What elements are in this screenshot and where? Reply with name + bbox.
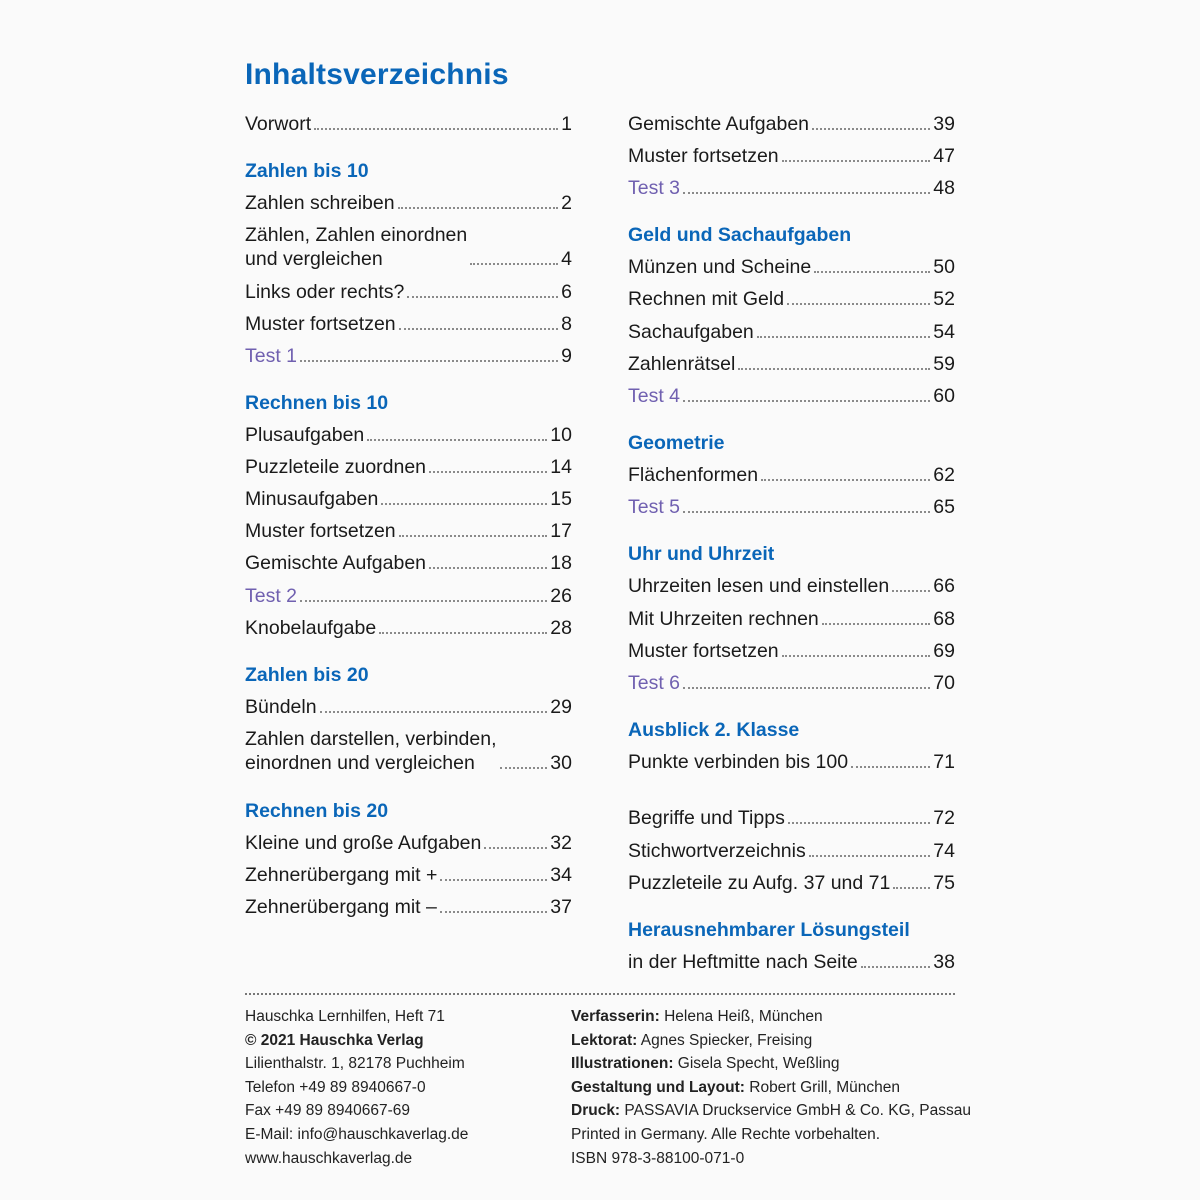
toc-entry-page: 69 (933, 640, 955, 662)
toc-entry-page: 62 (933, 464, 955, 486)
toc-entry-page: 26 (550, 585, 572, 607)
dot-leader (738, 368, 930, 370)
toc-entry-label: Rechnen mit Geld (628, 288, 785, 310)
toc-entry-page: 59 (933, 353, 955, 375)
dot-leader (757, 336, 931, 338)
toc-entry-test (245, 344, 572, 368)
section-heading: Geometrie (628, 432, 725, 454)
toc-entry (628, 639, 955, 663)
dot-leader (683, 192, 930, 194)
credit-editor (571, 1029, 971, 1053)
dot-leader (788, 822, 930, 824)
credit-print (571, 1099, 971, 1123)
toc-entry-page: 60 (933, 385, 955, 407)
toc-entry-label: Zehnerübergang mit + (245, 864, 438, 886)
dot-leader (484, 847, 547, 849)
dot-leader (814, 271, 930, 273)
toc-entry (628, 806, 955, 830)
toc-entry-page: 47 (933, 145, 955, 167)
toc-entry (245, 831, 572, 855)
dot-leader (822, 623, 931, 625)
toc-entry-page: 15 (550, 488, 572, 510)
toc-entry (245, 112, 572, 136)
toc-entry (245, 423, 572, 447)
dot-leader (300, 360, 558, 362)
printed-notice: Printed in Germany. Alle Rechte vorbehalten. (571, 1125, 881, 1143)
credit-label: Illustrationen: (571, 1055, 674, 1073)
imprint-copyright: © 2021 Hauschka Verlag (245, 1031, 424, 1049)
toc-entry-page: 1 (561, 113, 572, 135)
dot-leader (399, 535, 548, 537)
page-title: Inhaltsverzeichnis (245, 58, 509, 91)
toc-entry-label: Zahlen schreiben (245, 192, 395, 214)
credit-label: Gestaltung und Layout: (571, 1078, 745, 1096)
credit-label: Verfasserin: (571, 1008, 660, 1025)
imprint-website: www.hauschkaverlag.de (245, 1149, 413, 1167)
toc-entry-label: Links oder rechts? (245, 281, 405, 303)
toc-entry-label: Uhrzeiten lesen und einstellen (628, 575, 890, 597)
credit-value: PASSAVIA Druckservice GmbH & Co. KG, Passau (624, 1102, 971, 1120)
toc-entry-test (628, 384, 955, 408)
dot-leader (398, 207, 559, 209)
credit-label: Lektorat: (571, 1031, 638, 1049)
toc-entry (245, 695, 572, 719)
dot-leader (787, 303, 930, 305)
toc-entry-page: 8 (561, 313, 572, 335)
toc-entry-label: Test 3 (628, 177, 681, 199)
toc-entry (628, 144, 955, 168)
toc-entry (628, 320, 955, 344)
dot-leader (683, 687, 930, 689)
toc-entry-page: 38 (933, 951, 955, 973)
imprint-credits (571, 1005, 971, 1170)
toc-entry-page: 2 (561, 192, 572, 214)
section-heading: Herausnehmbarer Lösungsteil (628, 919, 910, 941)
toc-entry (245, 280, 572, 304)
toc-entry-label: Bündeln (245, 696, 317, 718)
imprint-email: E-Mail: info@hauschkaverlag.de (245, 1125, 469, 1143)
toc-entry (628, 352, 955, 376)
toc-entry-page: 14 (550, 456, 572, 478)
toc-entry-label: Zahlenrätsel (628, 353, 736, 375)
toc-entry (628, 871, 955, 895)
toc-entry-label: Test 4 (628, 385, 681, 407)
toc-entry (628, 463, 955, 487)
toc-entry-page: 66 (933, 575, 955, 597)
toc-entry-label: Münzen und Scheine (628, 256, 812, 278)
toc-entry-label: Test 1 (245, 345, 298, 367)
imprint-publisher (245, 1005, 545, 1170)
dot-leader (782, 160, 931, 162)
toc-entry-label: Begriffe und Tipps (628, 807, 785, 829)
toc-entry-label: Muster fortsetzen (245, 313, 396, 335)
imprint-phone: Telefon +49 89 8940667-0 (245, 1078, 426, 1096)
toc-entry-page: 68 (933, 608, 955, 630)
toc-entry-label: Test 5 (628, 496, 681, 518)
toc-entry (245, 551, 572, 575)
dot-leader (429, 471, 547, 473)
toc-entry-label: Muster fortsetzen (628, 145, 779, 167)
toc-entry-page: 65 (933, 496, 955, 518)
imprint-address: Lilienthalstr. 1, 82178 Puchheim (245, 1055, 465, 1073)
toc-entry-label: Puzzleteile zuordnen (245, 456, 427, 478)
dot-leader (367, 439, 547, 441)
toc-entry (628, 839, 955, 863)
toc-entry-page: 9 (561, 345, 572, 367)
dot-leader (399, 328, 559, 330)
toc-entry-label: Flächenformen (628, 464, 759, 486)
toc-entry-page: 18 (550, 552, 572, 574)
toc-entry-label: Punkte verbinden bis 100 (628, 751, 849, 773)
dot-leader (429, 567, 547, 569)
toc-entry (245, 191, 572, 215)
toc-entry-label-line: Zählen, Zahlen einordnen (245, 224, 468, 246)
dot-leader (440, 879, 547, 881)
toc-entry-label (245, 223, 467, 271)
toc-entry (628, 574, 955, 598)
dot-leader (683, 400, 930, 402)
toc-entry-page: 50 (933, 256, 955, 278)
toc-entry-label: in der Heftmitte nach Seite (628, 951, 858, 973)
toc-entry (245, 312, 572, 336)
section-heading: Uhr und Uhrzeit (628, 543, 775, 565)
imprint-fax: Fax +49 89 8940667-69 (245, 1102, 411, 1120)
dot-leader (314, 128, 558, 130)
toc-entry (628, 287, 955, 311)
credit-author (571, 1005, 971, 1029)
toc-entry-test (628, 176, 955, 200)
toc-entry-label: Muster fortsetzen (245, 520, 396, 542)
toc-entry (245, 727, 572, 775)
toc-entry-label: Zehnerübergang mit – (245, 896, 437, 918)
toc-entry-page: 6 (561, 281, 572, 303)
toc-entry-page: 52 (933, 288, 955, 310)
footer-divider (245, 993, 955, 995)
toc-entry (245, 863, 572, 887)
toc-entry (245, 487, 572, 511)
toc-entry (245, 616, 572, 640)
dot-leader (470, 263, 558, 265)
dot-leader (300, 600, 547, 602)
toc-entry-label (245, 727, 497, 775)
toc-entry (628, 607, 955, 631)
toc-entry-page: 71 (933, 751, 955, 773)
toc-entry-label: Stichwortverzeichnis (628, 840, 806, 862)
section-heading: Zahlen bis 10 (245, 160, 369, 182)
credit-value: Gisela Specht, Weßling (677, 1055, 840, 1073)
toc-entry-label: Mit Uhrzeiten rechnen (628, 608, 819, 630)
toc-entry-label: Plusaufgaben (245, 424, 365, 446)
toc-entry-label: Minusaufgaben (245, 488, 379, 510)
dot-leader (320, 711, 548, 713)
toc-entry-label: Gemischte Aufgaben (245, 552, 427, 574)
dot-leader (683, 511, 930, 513)
toc-entry (245, 223, 572, 271)
section-heading: Zahlen bis 20 (245, 664, 369, 686)
imprint-series: Hauschka Lernhilfen, Heft 71 (245, 1008, 445, 1025)
toc-entry-label: Sachaufgaben (628, 321, 754, 343)
toc-entry-label: Kleine und große Aufgaben (245, 832, 482, 854)
toc-entry-page: 39 (933, 113, 955, 135)
toc-entry-page: 34 (550, 864, 572, 886)
toc-entry-page: 17 (550, 520, 572, 542)
isbn: ISBN 978-3-88100-071-0 (571, 1149, 745, 1167)
toc-entry-page: 70 (933, 672, 955, 694)
toc-entry (245, 455, 572, 479)
toc-entry-label-line: Zahlen darstellen, verbinden, (245, 728, 497, 750)
dot-leader (379, 632, 547, 634)
credit-label: Druck: (571, 1102, 621, 1120)
toc-entry-page: 28 (550, 617, 572, 639)
dot-leader (861, 966, 931, 968)
toc-entry-page: 75 (933, 872, 955, 894)
toc-entry (628, 950, 955, 974)
toc-entry-page: 32 (550, 832, 572, 854)
toc-entry (245, 895, 572, 919)
toc-entry-test (628, 671, 955, 695)
dot-leader (407, 296, 558, 298)
section-heading: Geld und Sachaufgaben (628, 224, 852, 246)
toc-entry-page: 72 (933, 807, 955, 829)
toc-entry-page: 74 (933, 840, 955, 862)
toc-entry-label: Gemischte Aufgaben (628, 113, 810, 135)
toc-entry-label: Test 2 (245, 585, 298, 607)
toc-entry-label: Muster fortsetzen (628, 640, 779, 662)
toc-entry-label: Test 6 (628, 672, 681, 694)
toc-entry-test (628, 495, 955, 519)
dot-leader (851, 766, 930, 768)
dot-leader (500, 767, 548, 769)
toc-entry-label: Puzzleteile zu Aufg. 37 und 71 (628, 872, 891, 894)
section-heading: Rechnen bis 20 (245, 800, 389, 822)
toc-entry-page: 10 (550, 424, 572, 446)
toc-entry-page: 37 (550, 896, 572, 918)
section-heading: Ausblick 2. Klasse (628, 719, 800, 741)
toc-entry (628, 112, 955, 136)
credit-value: Robert Grill, München (749, 1078, 901, 1096)
dot-leader (761, 479, 930, 481)
toc-entry-label: Vorwort (245, 113, 312, 135)
toc-entry-page: 48 (933, 177, 955, 199)
dot-leader (812, 128, 930, 130)
credit-illustrations (571, 1052, 971, 1076)
toc-entry-label-line: und vergleichen (245, 248, 383, 270)
toc-entry-test (245, 584, 572, 608)
toc-entry-page: 4 (561, 248, 572, 270)
dot-leader (892, 590, 930, 592)
toc-entry-page: 54 (933, 321, 955, 343)
toc-entry (245, 519, 572, 543)
dot-leader (440, 911, 547, 913)
credit-value: Agnes Spiecker, Freising (640, 1031, 813, 1049)
section-heading: Rechnen bis 10 (245, 392, 389, 414)
toc-entry-label-line: einordnen und vergleichen (245, 752, 475, 774)
toc-entry-page: 30 (550, 752, 572, 774)
dot-leader (782, 655, 931, 657)
toc-entry (628, 750, 955, 774)
credit-value: Helena Heiß, München (664, 1008, 823, 1025)
credit-design (571, 1076, 971, 1100)
toc-entry-label: Knobelaufgabe (245, 617, 377, 639)
toc-entry-page: 29 (550, 696, 572, 718)
dot-leader (381, 503, 547, 505)
toc-entry (628, 255, 955, 279)
dot-leader (809, 855, 931, 857)
dot-leader (893, 887, 930, 889)
